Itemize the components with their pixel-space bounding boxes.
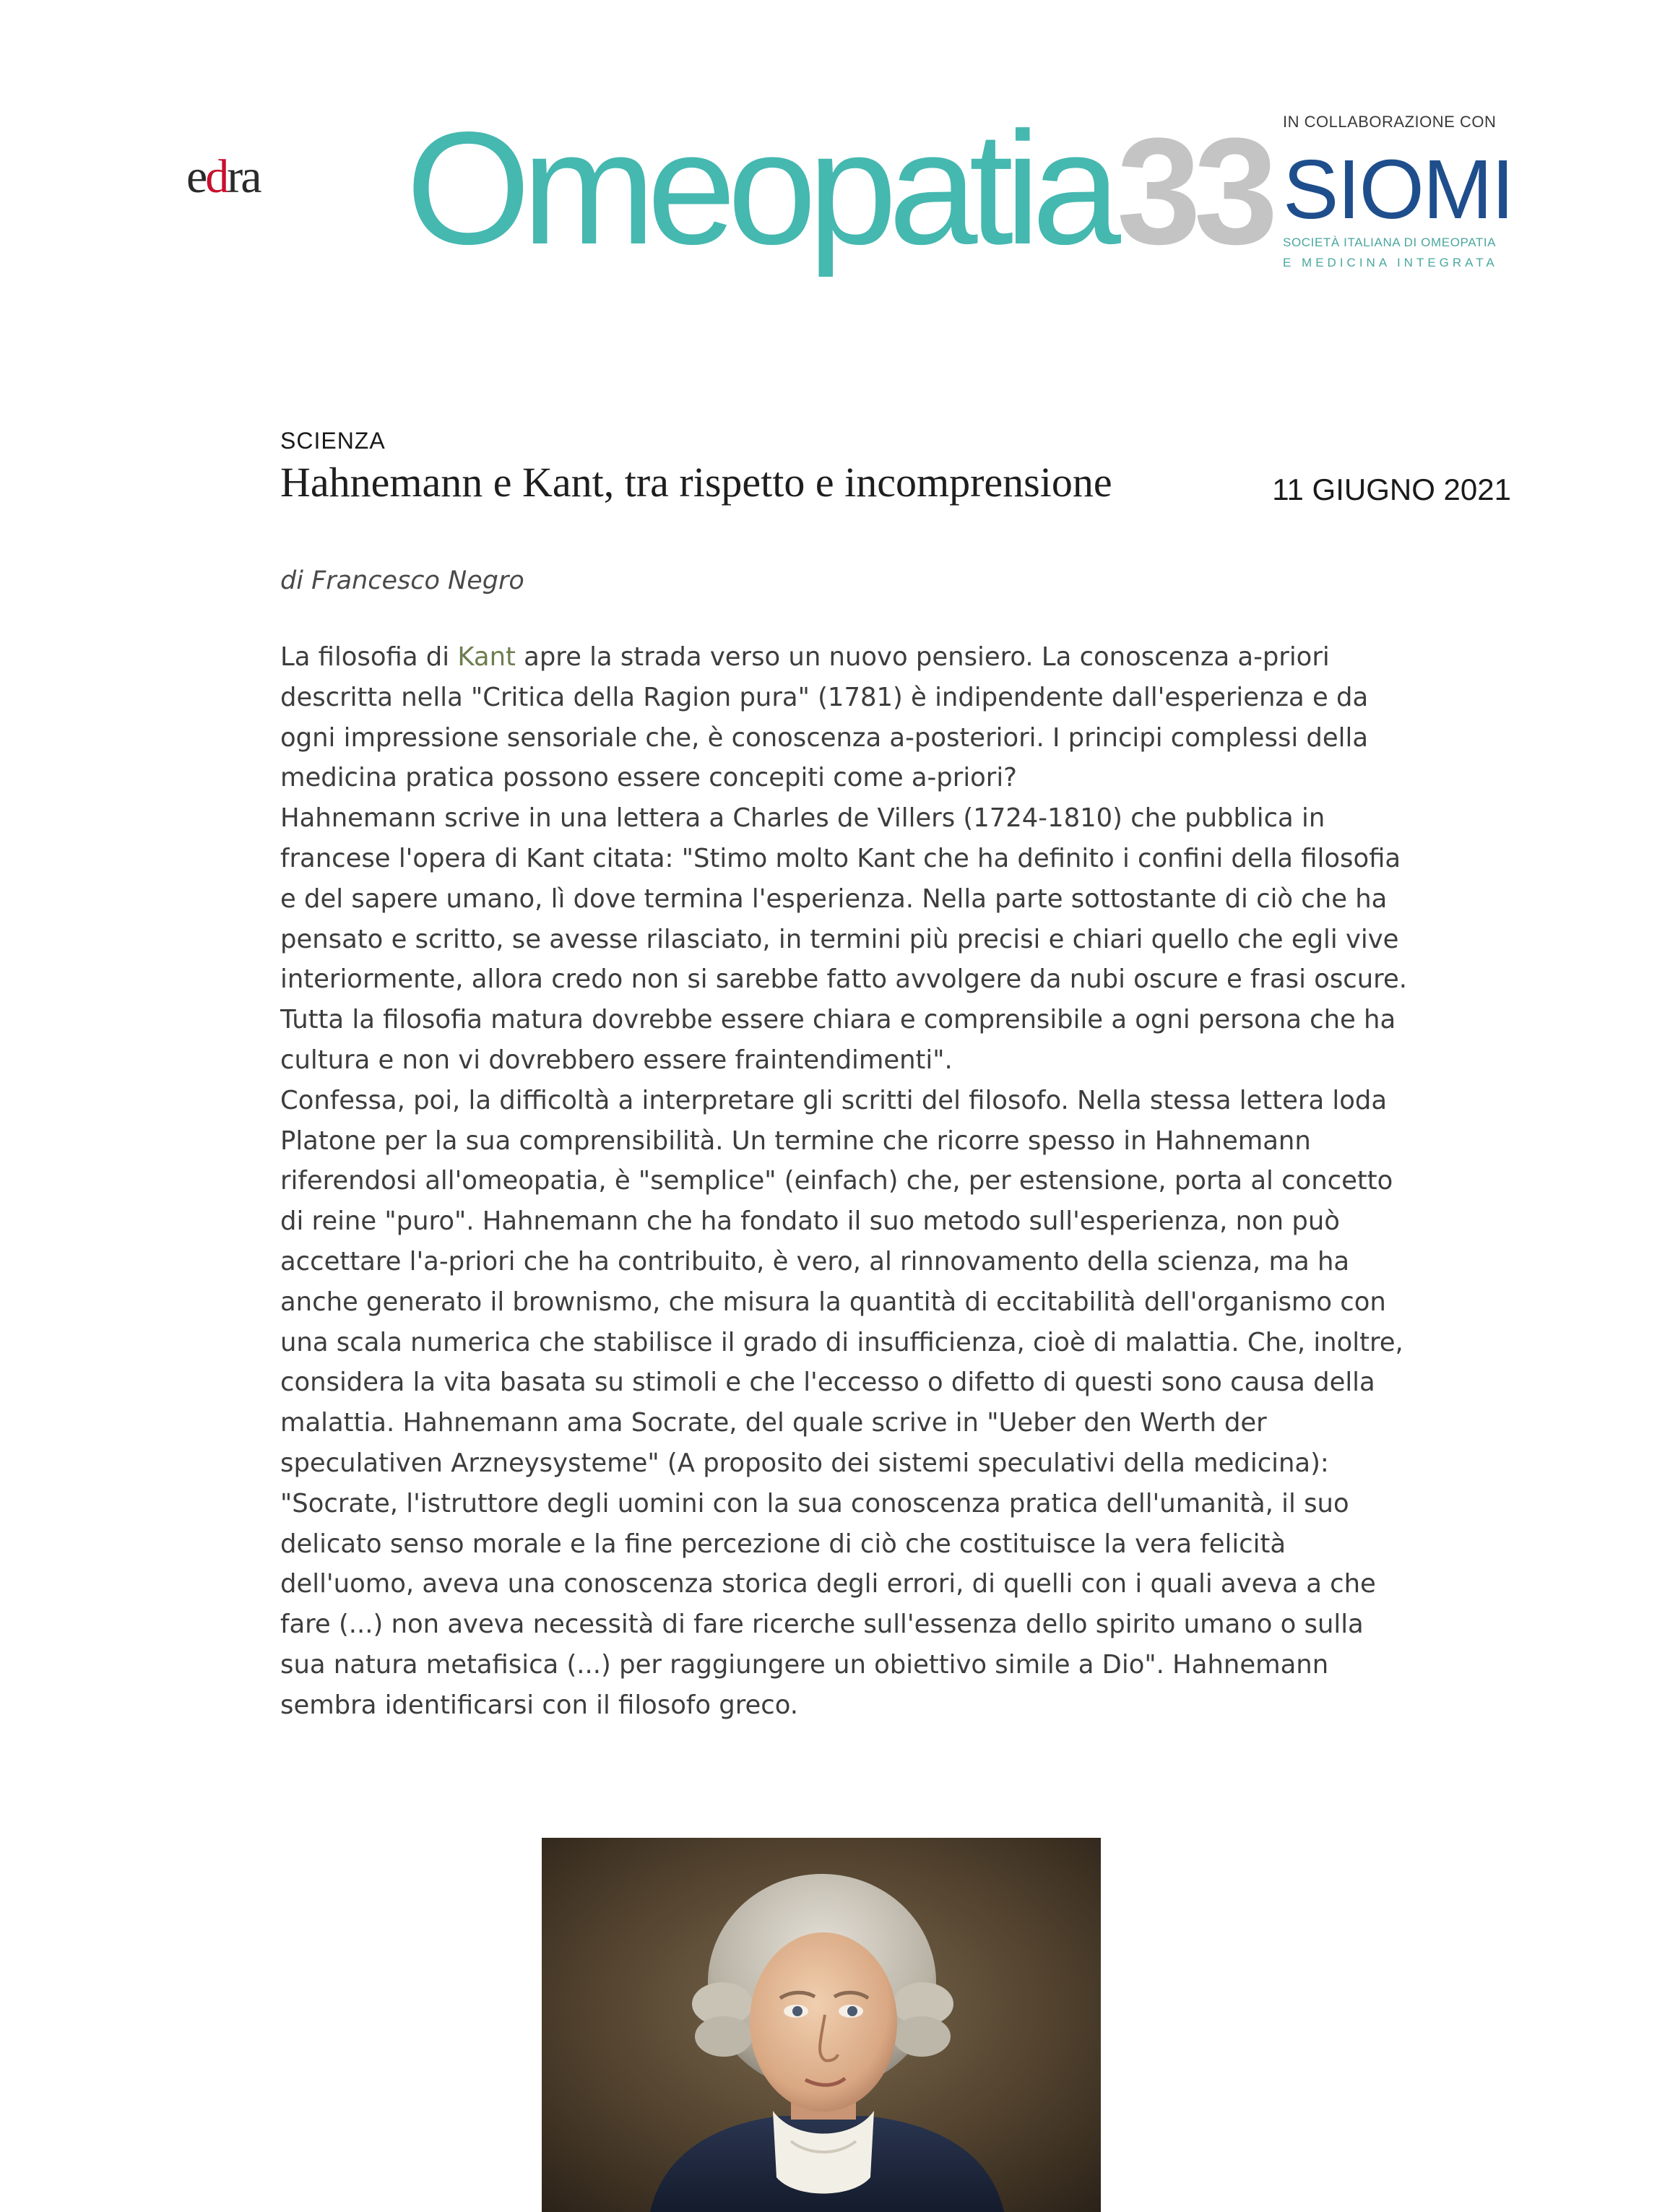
article-body <box>280 637 1407 1726</box>
kant-portrait <box>542 1838 1101 2212</box>
article-author: di Francesco Negro <box>280 566 524 595</box>
article <box>280 426 1523 1726</box>
article-title: Hahnemann e Kant, tra rispetto e incomprensione <box>280 459 1112 506</box>
paragraph-1-rest: apre la strada verso un nuovo pensiero. La conoscenza a-priori descritta nella "Critica della Ragion pura" (1781) è indipendente dall'esperienza e da ogni impressione sensoriale che, è conoscenza a-posteriori. I principi complessi della medicina pratica possono essere concepiti come a-priori? <box>280 642 1369 793</box>
collaboration-label: IN COLLABORAZIONE CON <box>1283 113 1497 131</box>
article-header <box>280 457 1523 519</box>
paragraph-3: Confessa, poi, la difficoltà a interpretare gli scritti del filosofo. Nella stessa lettera loda Platone per la sua comprensibilità. Un termine che ricorre spesso in Hahnemann riferendosi all'omeopatia, è "semplice" (einfach) che, per estensione, porta al concetto di reine "puro". Hahnemann che ha fondato il suo metodo sull'esperienza, non può accettare l'a-priori che ha contribuito, è vero, al rinnovamento della scienza, ma ha anche generato il brownismo, che misura la quantità di eccitabilità dell'organismo con una scala numerica che stabilisce il grado di insufficienza, cioè di malattia. Che, inoltre, considera la vita basata su stimoli e che l'eccesso o difetto di questi sono causa della malattia. Hahnemann ama Socrate, del quale scrive in "Ueber den Werth der speculativen Arzneysysteme" (A proposito dei sistemi speculativi della medicina): "Socrate, l'istruttore degli uomini con la sua conoscenza pratica dell'umanità, il suo delicato senso morale e la fine percezione di ciò che costituisce la vera felicità dell'uomo, aveva una conoscenza storica degli errori, di quelli con i quali aveva a che fare (...) non aveva necessità di fare ricerche sull'essenza dello spirito umano o sulla sua natura metafisica (...) per raggiungere un obiettivo simile a Dio". Hahnemann sembra identificarsi con il filosofo greco. <box>280 1085 1403 1720</box>
paragraph-1 <box>280 637 1407 798</box>
edra-logo: edra <box>186 150 260 203</box>
article-date: 11 GIUGNO 2021 <box>1272 472 1511 506</box>
kant-portrait-image <box>542 1838 1101 2212</box>
paragraph-2: Hahnemann scrive in una lettera a Charles de Villers (1724-1810) che pubblica in francese l'opera di Kant citata: "Stimo molto Kant che ha definito i confini della filosofia e del sapere umano, lì dove termina l'esperienza. Nella parte sottostante di ciò che ha pensato e scritto, se avesse rilasciato, in termini più precisi e chiari quello che egli vive interiormente, allora credo non si sarebbe fatto avvolgere da nubi oscure e frasi oscure. Tutta la filosofia matura dovrebbe essere chiara e comprensibile a ogni persona che ha cultura e non vi dovrebbero essere fraintendimenti". <box>280 803 1407 1075</box>
kant-link[interactable]: Kant <box>457 642 516 672</box>
magazine-logo <box>406 99 1271 278</box>
siomi-subtitle-line-1: SOCIETÀ ITALIANA DI OMEOPATIA <box>1283 236 1497 249</box>
paragraph-1-start: La filosofia di <box>280 642 458 672</box>
article-category: SCIENZA <box>280 428 386 454</box>
siomi-logo <box>1283 113 1521 272</box>
magazine-logo-word: Omeopatia <box>406 99 1112 278</box>
magazine-logo-number: 33 <box>1116 106 1271 276</box>
siomi-subtitle-line-2: E MEDICINA INTEGRATA <box>1283 256 1498 269</box>
siomi-name: SIOMI <box>1283 142 1513 236</box>
